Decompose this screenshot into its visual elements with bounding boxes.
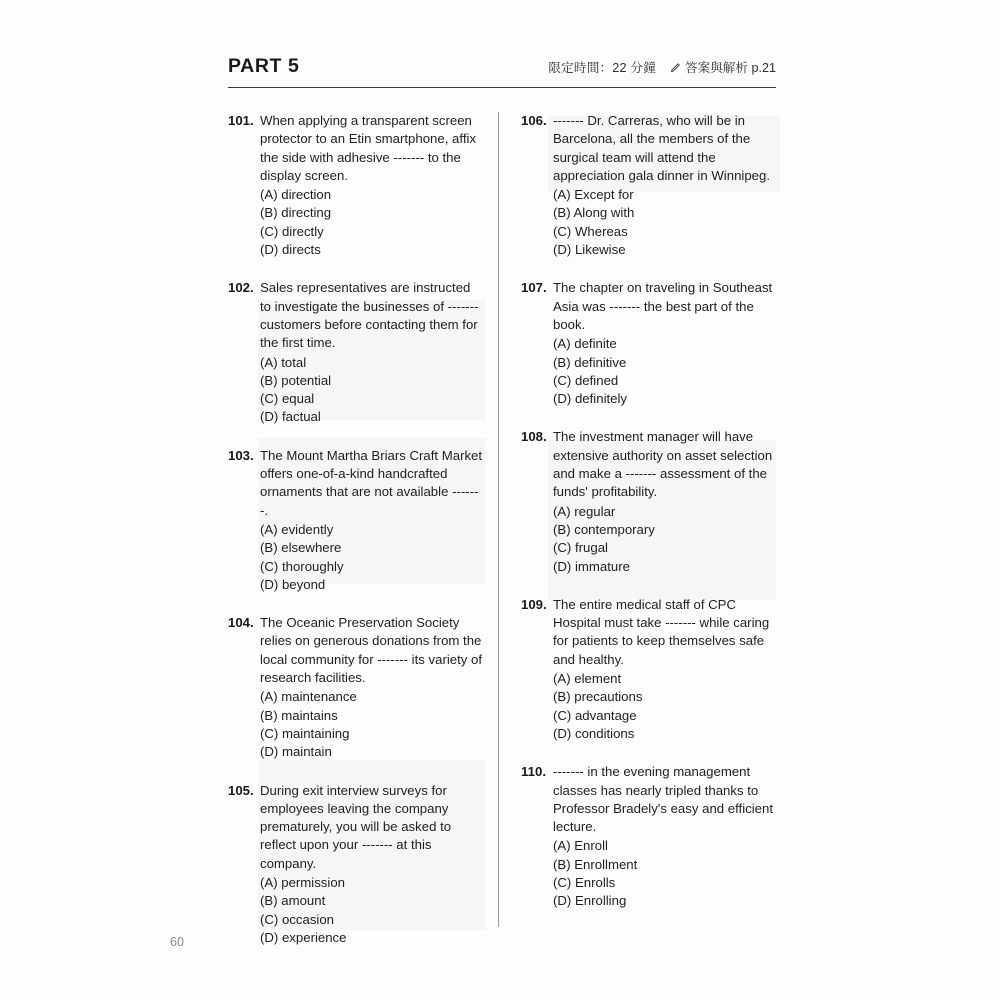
choice-option[interactable]: (B) Along with — [553, 205, 635, 221]
choice-option[interactable]: (A) permission — [260, 874, 346, 890]
choice-option[interactable]: (B) amount — [260, 893, 326, 909]
question-body — [553, 763, 776, 910]
choice-list — [260, 874, 483, 947]
choice-option[interactable]: (C) occasion — [260, 911, 335, 927]
choice-option[interactable]: (B) precautions — [553, 689, 643, 705]
choice-option[interactable]: (C) Enrolls — [553, 874, 616, 890]
choice-list — [553, 503, 776, 576]
question-body — [260, 782, 483, 948]
question-number: 104. — [228, 615, 254, 631]
question-number: 103. — [228, 447, 254, 463]
choice-option[interactable]: (C) Whereas — [553, 223, 628, 239]
choice-option[interactable]: (B) potential — [260, 372, 332, 388]
question-stem: The Oceanic Preservation Society relies on generous donations from the local community for ------- its variety of research facilities. — [260, 615, 483, 686]
question-stem: ------- in the evening management classes has nearly tripled thanks to Professor Bradely's easy and efficient lecture. — [553, 764, 773, 835]
choice-option[interactable]: (A) total — [260, 354, 307, 370]
question-item — [228, 279, 483, 426]
choice-option[interactable]: (A) direction — [260, 187, 332, 203]
question-column-right — [495, 112, 776, 967]
choice-option[interactable]: (A) Enroll — [553, 838, 608, 854]
choice-option[interactable]: (C) frugal — [553, 540, 608, 556]
choice-option[interactable]: (C) directly — [260, 223, 324, 239]
question-item — [228, 614, 483, 761]
choice-option[interactable]: (C) thoroughly — [260, 558, 344, 574]
question-item — [228, 447, 483, 594]
choice-option[interactable]: (D) beyond — [260, 576, 326, 592]
question-body — [260, 279, 483, 426]
page-header — [228, 55, 776, 88]
question-body — [260, 112, 483, 259]
choice-option[interactable]: (A) definite — [553, 336, 617, 352]
question-body — [553, 279, 776, 408]
choice-option[interactable]: (D) factual — [260, 409, 321, 425]
choice-option[interactable]: (C) defined — [553, 372, 619, 388]
question-item — [228, 782, 483, 948]
question-number: 109. — [521, 596, 547, 612]
choice-option[interactable]: (D) conditions — [553, 725, 635, 741]
question-number: 106. — [521, 113, 547, 128]
question-item — [521, 763, 776, 910]
question-stem: ------- Dr. Carreras, who will be in Barcelona, all the members of the surgical team will attend the appreciation gala dinner in Winnipeg. — [553, 113, 771, 183]
question-columns — [228, 112, 776, 967]
choice-option[interactable]: (C) advantage — [553, 707, 637, 723]
choice-option[interactable]: (D) Likewise — [553, 242, 626, 258]
question-item — [521, 279, 776, 408]
question-stem: The entire medical staff of CPC Hospital must take ------- while caring for patients to keep themselves safe and healthy. — [553, 596, 770, 667]
question-column-left — [228, 112, 495, 967]
header-meta — [548, 57, 776, 78]
question-number: 102. — [228, 280, 254, 296]
choice-option[interactable]: (C) equal — [260, 391, 315, 407]
choice-option[interactable]: (A) regular — [553, 503, 616, 519]
question-stem: Sales representatives are instructed to investigate the businesses of ------- customers before contacting them for the first time. — [260, 280, 479, 351]
choice-option[interactable]: (B) definitive — [553, 354, 627, 370]
question-item — [521, 112, 776, 259]
question-body — [553, 112, 776, 259]
question-body — [553, 428, 776, 575]
choice-option[interactable]: (D) Enrolling — [553, 893, 627, 909]
question-stem: The chapter on traveling in Southeast Asia was ------- the best part of the book. — [553, 280, 773, 332]
question-item — [228, 112, 483, 259]
choice-list — [260, 186, 483, 259]
choice-list — [553, 837, 776, 910]
choice-option[interactable]: (B) Enrollment — [553, 856, 638, 872]
choice-option[interactable]: (D) directs — [260, 242, 321, 258]
choice-option[interactable]: (D) experience — [260, 929, 347, 945]
choice-option[interactable]: (A) Except for — [553, 187, 634, 203]
choice-option[interactable]: (A) element — [553, 671, 622, 687]
time-limit-label: 限定時間：22 分鐘 — [548, 61, 657, 75]
question-number: 107. — [521, 280, 547, 296]
choice-option[interactable]: (B) contemporary — [553, 521, 655, 537]
answer-reference — [670, 57, 776, 76]
choice-option[interactable]: (A) evidently — [260, 521, 334, 537]
choice-option[interactable]: (D) definitely — [553, 391, 628, 407]
choice-list — [260, 354, 483, 427]
page-number: 60 — [170, 935, 184, 949]
choice-list — [553, 335, 776, 408]
question-stem: The investment manager will have extensive authority on asset selection and make a ------- assessment of the funds' profitability. — [553, 429, 773, 500]
choice-option[interactable]: (C) maintaining — [260, 725, 350, 741]
question-body — [553, 596, 776, 743]
question-stem: The Mount Martha Briars Craft Market offers one-of-a-kind handcrafted ornaments that are not available -------. — [260, 447, 483, 518]
choice-option[interactable]: (B) elsewhere — [260, 540, 342, 556]
pencil-icon — [670, 62, 681, 73]
page-title: PART 5 — [228, 55, 300, 77]
choice-option[interactable]: (A) maintenance — [260, 689, 357, 705]
question-number: 105. — [228, 782, 254, 798]
question-stem: During exit interview surveys for employees leaving the company prematurely, you will be asked to reflect upon your ------- at this company. — [260, 782, 452, 871]
choice-option[interactable]: (D) immature — [553, 558, 630, 574]
question-item — [521, 596, 776, 743]
question-body — [260, 614, 483, 761]
question-number: 108. — [521, 429, 547, 445]
choice-list — [553, 670, 776, 743]
choice-option[interactable]: (B) maintains — [260, 707, 338, 723]
answer-reference-label: 答案與解析 p.21 — [685, 61, 776, 75]
question-number: 101. — [228, 113, 254, 128]
question-stem: When applying a transparent screen protector to an Etin smartphone, affix the side with adhesive ------- to the display screen. — [260, 113, 477, 183]
question-body — [260, 447, 483, 594]
choice-option[interactable]: (B) directing — [260, 205, 332, 221]
question-item — [521, 428, 776, 575]
question-number: 110. — [521, 764, 546, 780]
choice-list — [260, 688, 483, 761]
choice-option[interactable]: (D) maintain — [260, 744, 332, 760]
choice-list — [260, 521, 483, 594]
choice-list — [553, 186, 776, 259]
